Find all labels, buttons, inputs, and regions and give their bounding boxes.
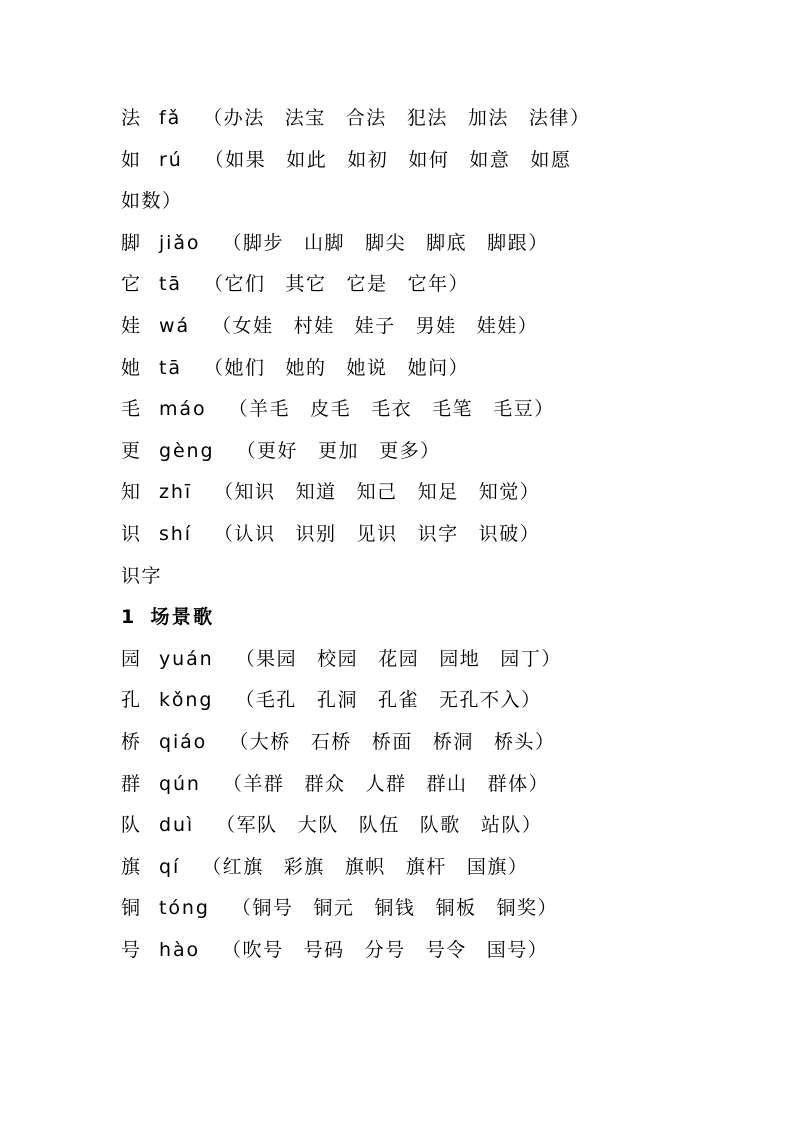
vocab-entry: [121, 225, 771, 267]
entry-word: 旗帜: [344, 855, 386, 878]
entry-pinyin: yuán: [159, 647, 214, 670]
entry-word: 国号: [486, 938, 528, 961]
close-paren: ）: [162, 190, 183, 213]
entry-word: 铜号: [252, 897, 294, 920]
entry-pinyin: tóng: [159, 897, 210, 920]
entry-pinyin: hào: [159, 938, 201, 961]
entry-character: 更: [121, 439, 142, 462]
entry-word: 办法: [223, 107, 265, 129]
section-label: 识字: [121, 564, 163, 587]
entry-word: 如意: [469, 148, 511, 171]
entry-word: 彩旗: [283, 855, 325, 878]
entry-word: 认识: [234, 522, 276, 545]
close-paren: ）: [541, 647, 562, 670]
close-paren: ）: [519, 522, 541, 545]
entry-word: 法宝: [284, 107, 326, 129]
close-paren: ）: [537, 897, 559, 920]
entry-word: 群众: [304, 772, 346, 795]
vocab-entry: [121, 516, 771, 558]
vocab-entry: [121, 308, 771, 350]
entry-word: 队歌: [419, 814, 461, 837]
close-paren: ）: [507, 855, 529, 878]
vocab-entry: [121, 100, 771, 142]
entry-word: 大桥: [249, 730, 291, 753]
entry-word: 更加: [318, 439, 360, 462]
entry-word: 毛衣: [371, 398, 413, 421]
entry-character: 队: [121, 814, 142, 837]
entry-word: 脚跟: [487, 231, 529, 254]
open-paren: （: [203, 356, 225, 379]
entry-word: 毛豆: [493, 398, 535, 421]
vocab-entry: [121, 641, 771, 683]
entry-pinyin: tā: [159, 356, 182, 379]
entry-character: 法: [121, 107, 142, 129]
entry-word: 识字: [417, 522, 459, 545]
entry-word: 知识: [234, 481, 276, 504]
entry-pinyin: jiǎo: [159, 231, 201, 254]
entry-word: 群体: [487, 772, 529, 795]
entry-word: 旗杆: [405, 855, 447, 878]
entry-pinyin: tā: [159, 273, 182, 296]
entry-character: 娃: [121, 314, 142, 337]
entry-pinyin: duì: [159, 814, 195, 837]
entry-character: 号: [121, 938, 142, 961]
entry-word: 羊毛: [249, 398, 291, 421]
entry-word: 脚底: [426, 231, 468, 254]
vocab-entry: [121, 433, 771, 475]
entry-word: 桥洞: [432, 730, 474, 753]
entry-word: 果园: [256, 647, 298, 670]
vocab-entry: [121, 682, 771, 724]
entry-word: 知觉: [478, 481, 520, 504]
entry-word: 她问: [407, 356, 449, 379]
entry-word: 校园: [317, 647, 359, 670]
close-paren: ）: [420, 439, 441, 462]
entry-word: 大队: [297, 814, 339, 837]
entry-word: 更好: [256, 439, 299, 462]
open-paren: （: [204, 148, 226, 171]
close-paren: ）: [517, 314, 539, 337]
entry-word: 脚步: [242, 231, 285, 254]
entry-word: 如数: [121, 190, 163, 213]
entry-word: 花园: [378, 647, 420, 670]
vocab-entry: [121, 474, 771, 516]
vocab-entry: [121, 350, 771, 392]
open-paren: （: [211, 314, 233, 337]
entry-word: 脚尖: [365, 231, 407, 254]
close-paren: ）: [521, 689, 542, 712]
vocab-entry: [121, 766, 771, 808]
entry-character: 知: [121, 481, 142, 504]
vocab-entry: [121, 724, 771, 766]
entry-word: 毛孔: [255, 689, 297, 712]
entry-pinyin: qiáo: [159, 730, 208, 753]
entry-word: 号码: [303, 938, 345, 961]
entry-character: 它: [121, 273, 142, 296]
entry-word: 识别: [295, 522, 337, 545]
close-paren: ）: [534, 398, 555, 421]
document-page: [121, 100, 771, 973]
entry-word: 园地: [439, 647, 481, 670]
entry-pinyin: kǒng: [159, 689, 214, 712]
close-paren: ）: [534, 730, 556, 753]
entry-character: 识: [121, 522, 142, 545]
entry-word: 队伍: [358, 814, 400, 837]
entry-word: 分号: [364, 938, 406, 961]
entry-word: 知己: [356, 481, 398, 504]
entry-word: 桥面: [371, 730, 413, 753]
entry-word: 号令: [425, 938, 467, 961]
entry-word: 桥头: [493, 730, 535, 753]
lesson-title: 场景歌: [150, 606, 215, 629]
close-paren: ）: [521, 814, 543, 837]
entry-word: 见识: [356, 522, 398, 545]
entry-word: 人群: [365, 772, 407, 795]
entry-word: 站队: [480, 814, 522, 837]
entry-word: 羊群: [243, 772, 285, 795]
open-paren: （: [203, 107, 224, 129]
entry-word: 村娃: [293, 314, 335, 337]
vocab-entry: [121, 890, 771, 932]
open-paren: （: [228, 398, 250, 421]
close-paren: ）: [528, 231, 549, 254]
entry-character: 毛: [121, 398, 142, 421]
close-paren: ）: [448, 356, 470, 379]
entry-word: 红旗: [222, 855, 264, 878]
entry-word: 女娃: [232, 314, 274, 337]
entry-word: 铜钱: [374, 897, 416, 920]
entry-word: 知道: [295, 481, 337, 504]
entry-character: 群: [121, 772, 142, 795]
close-paren: ）: [569, 107, 591, 129]
entry-word: 如果: [225, 148, 267, 171]
entry-word: 娃子: [354, 314, 396, 337]
open-paren: （: [236, 439, 257, 462]
entry-word: 孔雀: [377, 689, 420, 712]
entry-pinyin: shí: [159, 522, 192, 545]
entry-word: 它们: [224, 273, 266, 296]
open-paren: （: [229, 730, 250, 753]
close-paren: ）: [519, 481, 541, 504]
close-paren: ）: [448, 273, 470, 296]
open-paren: （: [216, 814, 237, 837]
vocab-entry: [121, 932, 771, 974]
entry-word: 皮毛: [310, 398, 352, 421]
entry-word: 园丁: [500, 647, 542, 670]
vocab-entry-continuation: [121, 183, 771, 225]
open-paren: （: [235, 647, 257, 670]
entry-character: 桥: [121, 730, 142, 753]
vocab-list-a: [121, 100, 771, 558]
entry-pinyin: qún: [159, 772, 201, 795]
open-paren: （: [214, 481, 235, 504]
entry-pinyin: máo: [159, 398, 207, 421]
vocab-entry: [121, 391, 771, 433]
vocab-entry: [121, 849, 771, 891]
open-paren: （: [213, 522, 235, 545]
entry-word: 合法: [345, 107, 387, 129]
entry-word: 犯法: [406, 107, 448, 129]
entry-word: 孔洞: [316, 689, 358, 712]
entry-pinyin: gèng: [159, 439, 215, 462]
entry-word: 石桥: [310, 730, 352, 753]
vocab-entry: [121, 807, 771, 849]
entry-word: 铜元: [313, 897, 355, 920]
entry-character: 如: [121, 148, 142, 171]
entry-word: 无孔不入: [439, 689, 522, 712]
entry-word: 更多: [379, 439, 421, 462]
entry-character: 园: [121, 647, 142, 670]
open-paren: （: [203, 273, 225, 296]
entry-word: 群山: [426, 772, 468, 795]
entry-word: 如初: [347, 148, 389, 171]
entry-word: 识破: [478, 522, 520, 545]
entry-character: 孔: [121, 689, 142, 712]
vocab-entry: [121, 266, 771, 308]
entry-word: 铜奖: [496, 897, 538, 920]
open-paren: （: [222, 772, 244, 795]
entry-word: 她说: [346, 356, 388, 379]
entry-word: 娃娃: [476, 314, 518, 337]
entry-pinyin: wá: [159, 314, 190, 337]
open-paren: （: [222, 938, 243, 961]
entry-word: 它是: [346, 273, 388, 296]
entry-word: 加法: [467, 107, 509, 129]
entry-word: 国旗: [466, 855, 508, 878]
open-paren: （: [222, 231, 243, 254]
entry-word: 吹号: [242, 938, 284, 961]
entry-word: 她的: [285, 356, 327, 379]
entry-pinyin: qí: [159, 855, 181, 878]
entry-word: 如此: [286, 148, 328, 171]
entry-pinyin: rú: [159, 148, 183, 171]
lesson-number: 1: [121, 606, 137, 629]
vocab-entry: [121, 142, 771, 184]
entry-character: 铜: [121, 897, 142, 920]
close-paren: ）: [527, 938, 549, 961]
entry-word: 山脚: [304, 231, 346, 254]
entry-character: 她: [121, 356, 142, 379]
entry-word: 毛笔: [432, 398, 474, 421]
entry-word: 它年: [407, 273, 449, 296]
entry-word: 铜板: [435, 897, 477, 920]
open-paren: （: [202, 855, 223, 878]
close-paren: ）: [528, 772, 550, 795]
entry-character: 脚: [121, 231, 142, 254]
entry-word: 如愿: [530, 148, 572, 171]
entry-pinyin: zhī: [159, 481, 192, 504]
entry-word: 军队: [236, 814, 278, 837]
entry-character: 旗: [121, 855, 142, 878]
entry-word: 男娃: [415, 314, 457, 337]
entry-word: 知足: [417, 481, 459, 504]
entry-word: 其它: [285, 273, 327, 296]
entry-word: 法律: [528, 107, 570, 129]
lesson-heading: [121, 599, 771, 641]
open-paren: （: [231, 897, 253, 920]
vocab-list-b: [121, 641, 771, 974]
entry-pinyin: fǎ: [159, 107, 182, 129]
open-paren: （: [235, 689, 256, 712]
entry-word: 她们: [224, 356, 266, 379]
entry-word: 如何: [408, 148, 450, 171]
